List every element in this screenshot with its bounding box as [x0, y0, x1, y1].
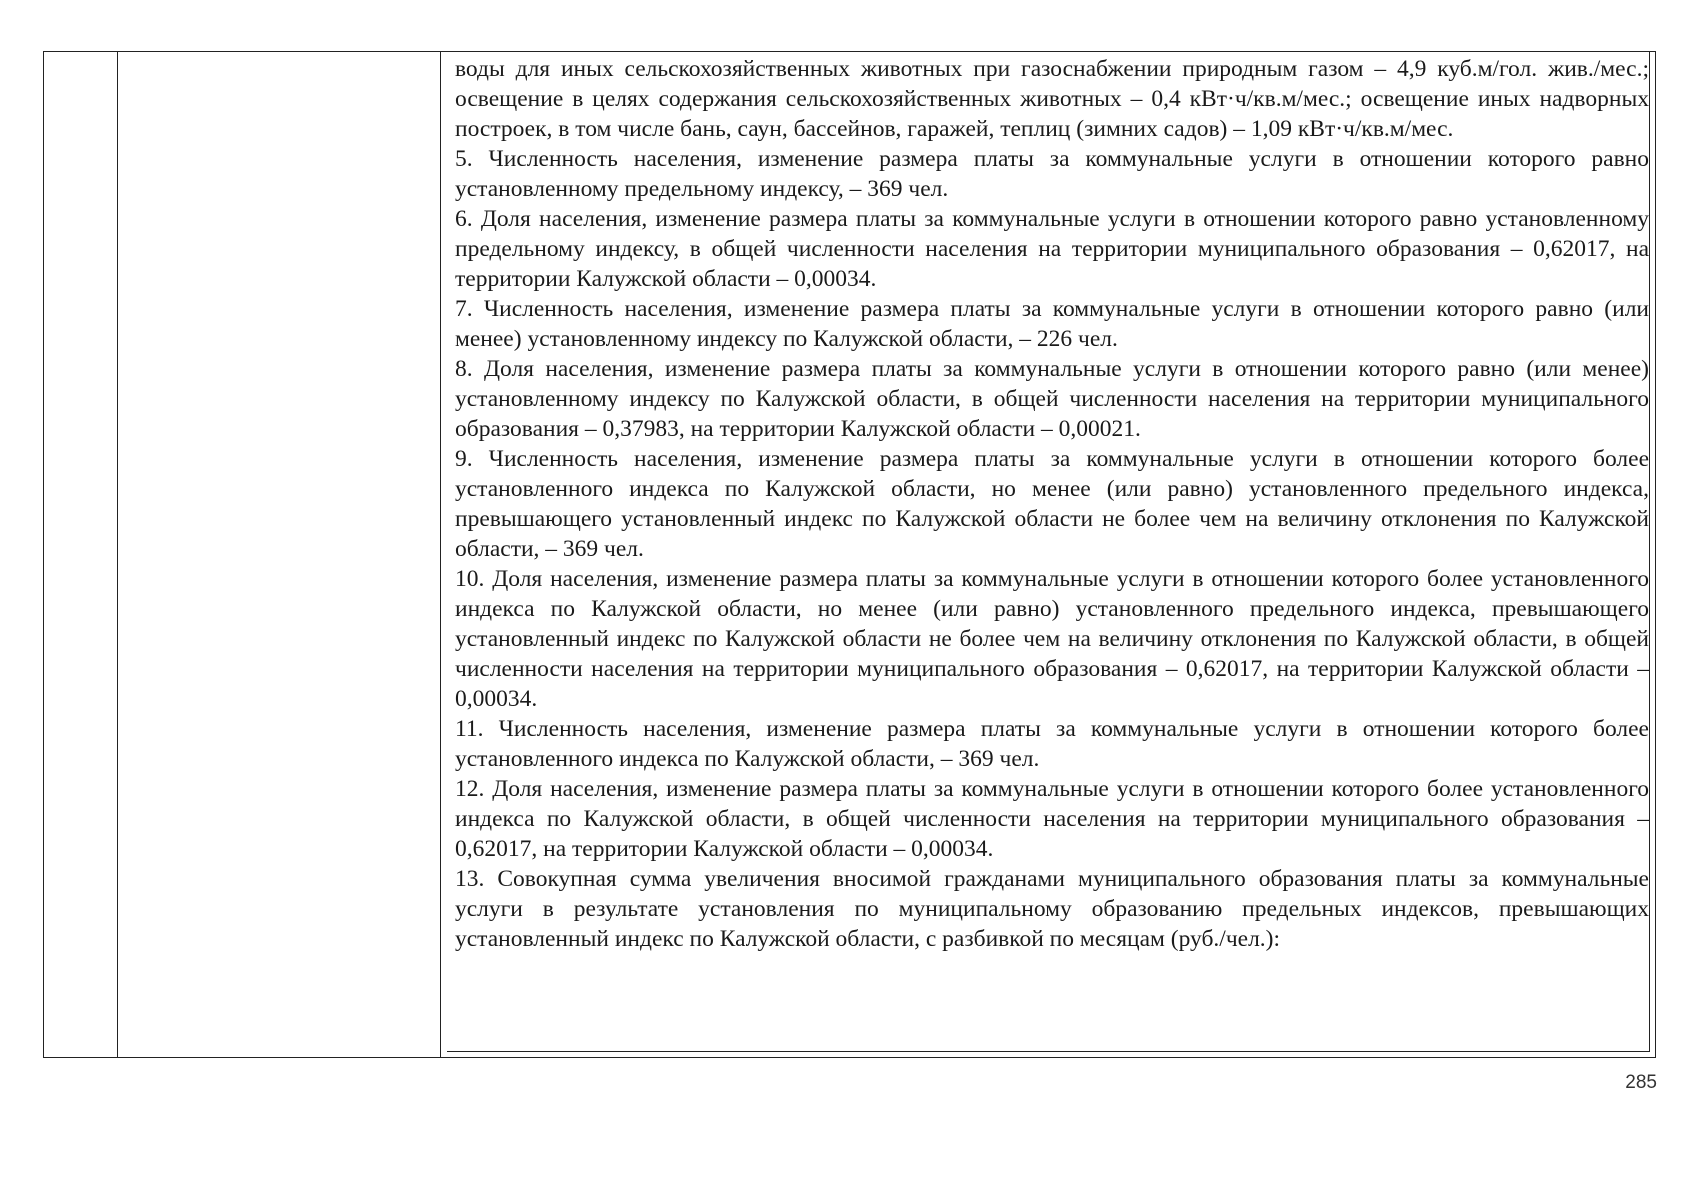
document-table	[43, 51, 1656, 1058]
paragraph-item-9: 9. Численность населения, изменение размера платы за коммунальные услуги в отношении которого более установленного индекса по Калужской области, но менее (или равно) установленного предельного индекса, превышающего установленный индекс по Калужской области не более чем на величину отклонения по Калужской области, – 369 чел.	[455, 446, 1649, 562]
paragraph-item-13: 13. Совокупная сумма увеличения вносимой гражданами муниципального образования платы за коммунальные услуги в результате установления по муниципальному образованию предельных индексов, превышающих установленный индекс по Калужской области, с разбивкой по месяцам (руб./чел.):	[455, 866, 1649, 952]
column-divider-2	[440, 52, 441, 1057]
paragraph-item-10: 10. Доля населения, изменение размера платы за коммунальные услуги в отношении которого более установленного индекса по Калужской области, но менее (или равно) установленного предельного индекса, превышающего установленный индекс по Калужской области не более чем на величину отклонения по Калужской области, в общей численности населения на территории муниципального образования – 0,62017, на территории Калужской области – 0,00034.	[455, 566, 1649, 712]
paragraph-item-5: 5. Численность населения, изменение размера платы за коммунальные услуги в отношении которого равно установленному предельному индексу, – 369 чел.	[455, 146, 1649, 202]
page-number: 285	[1625, 1072, 1657, 1093]
paragraph-item-8: 8. Доля населения, изменение размера платы за коммунальные услуги в отношении которого равно (или менее) установленному индексу по Калужской области, в общей численности населения на территории муниципального образования – 0,37983, на территории Калужской области – 0,00021.	[455, 356, 1649, 442]
paragraph-continuation: воды для иных сельскохозяйственных животных при газоснабжении природным газом – 4,9 куб.м/гол. жив./мес.; освещение в целях содержания сельскохозяйственных животных – 0,4 кВт·ч/кв.м/мес.; освещение иных надворных построек, в том числе бань, саун, бассейнов, гаражей, теплиц (зимних садов) – 1,09 кВт·ч/кв.м/мес.	[455, 56, 1649, 142]
paragraph-item-7: 7. Численность населения, изменение размера платы за коммунальные услуги в отношении которого равно (или менее) установленному индексу по Калужской области, – 226 чел.	[455, 296, 1649, 352]
content-cell	[447, 52, 1650, 1052]
paragraph-item-11: 11. Численность населения, изменение размера платы за коммунальные услуги в отношении которого более установленного индекса по Калужской области, – 369 чел.	[455, 716, 1649, 772]
paragraph-item-6: 6. Доля населения, изменение размера платы за коммунальные услуги в отношении которого равно установленному предельному индексу, в общей численности населения на территории муниципального образования – 0,62017, на территории Калужской области – 0,00034.	[455, 206, 1649, 292]
paragraph-item-12: 12. Доля населения, изменение размера платы за коммунальные услуги в отношении которого более установленного индекса по Калужской области, в общей численности населения на территории муниципального образования – 0,62017, на территории Калужской области – 0,00034.	[455, 776, 1649, 862]
column-divider-1	[117, 52, 118, 1057]
